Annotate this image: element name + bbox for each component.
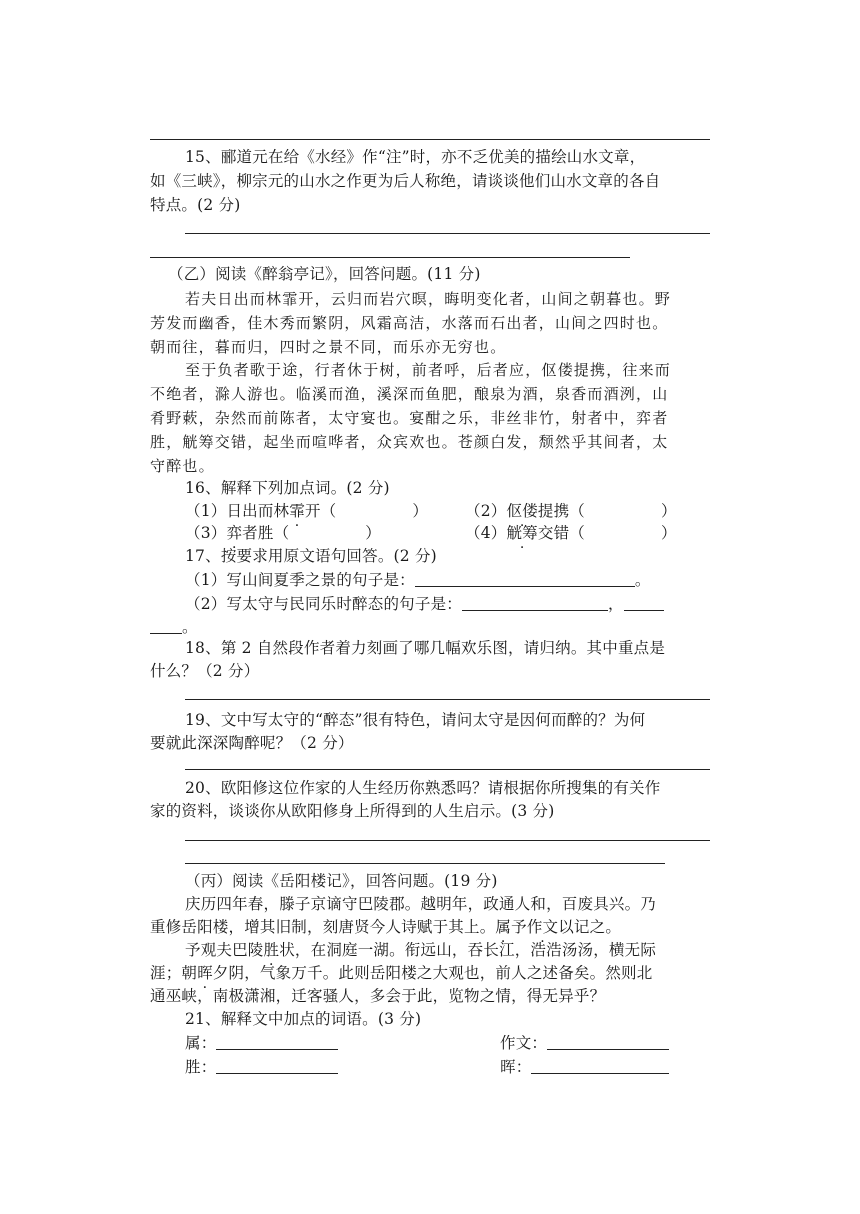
- yi-p2-line-1: 至于负者歌于途，行者休于树，前者呼，后者应，伛偻提携，往来而: [185, 361, 672, 379]
- bing-p2-dotted-hui: 晖: [197, 964, 213, 982]
- bing-p1-dotted-zuowen: 作文: [526, 918, 559, 936]
- q16-item-3: [185, 522, 381, 545]
- yi-p1-line-1: 若夫日出而林霏开，云归而岩穴暝，晦明变化者，山间之朝暮也。野: [185, 290, 672, 308]
- bing-p1-line-2: [150, 916, 621, 939]
- q17-title: 17、按要求用原文语句回答。(2 分): [185, 547, 437, 565]
- q21-item-shu: [185, 1032, 338, 1055]
- q20-line-2: 家的资料，谈谈你从欧阳修身上所得到的人生启示。(3 分): [150, 802, 555, 820]
- q17-item-2-blank-2[interactable]: [624, 594, 664, 611]
- q21-item-hui: [500, 1056, 669, 1079]
- bing-p2-line-1: [185, 939, 656, 962]
- q21-item-hui-blank[interactable]: [531, 1057, 669, 1074]
- q17-item-2-blank-3[interactable]: [150, 617, 182, 634]
- yi-p2-line-2: 不绝者，滁人游也。临溪而渔，溪深而鱼肥，酿泉为酒，泉香而酒洌，山: [150, 385, 669, 403]
- yi-p2-line-3: 肴野蔌，杂然而前陈者，太守宴也。宴酣之乐，非丝非竹，射者中，弈者: [150, 409, 669, 427]
- q18-line-2: 什么？（2 分）: [150, 662, 260, 680]
- bing-p1-dotted-shu: 属: [495, 918, 512, 936]
- q16-item-2-post: 提携（: [537, 502, 585, 520]
- bing-p1-line-2-mid: 予: [511, 918, 527, 936]
- q21-item-zuowen-label: 作文：: [500, 1034, 548, 1052]
- q16-item-4-dotted: 觥筹: [506, 524, 538, 542]
- q15-line-1: 15、郦道元在给《水经》作“注”时，亦不乏优美的描绘山水文章，: [185, 148, 646, 166]
- q21-item-shu-label: 属：: [185, 1034, 217, 1052]
- q16-title: 16、解释下列加点词。(2 分): [185, 479, 390, 497]
- q21-item-sheng-blank[interactable]: [216, 1057, 338, 1074]
- yi-p1-line-2: 芳发而幽香，佳木秀而繁阴，风霜高洁，水落而石出者，山间之四时也。: [150, 314, 669, 332]
- q18-line-1: 18、第 2 自然段作者着力刻画了哪几幅欢乐图，请归纳。其中重点是: [185, 639, 666, 657]
- q17-item-2-blank-1[interactable]: [462, 594, 608, 611]
- q18-answer-line[interactable]: [185, 699, 710, 700]
- q21-item-zuowen: [500, 1032, 669, 1055]
- q16-item-3-dotted: 弈: [226, 524, 243, 542]
- q21-item-sheng: [185, 1056, 338, 1079]
- q16-item-4-pre: （4）: [465, 524, 507, 542]
- q16-item-2: [465, 500, 677, 523]
- q17-item-1-end: 。: [634, 571, 651, 589]
- q16-item-4-close: ）: [660, 524, 677, 542]
- q17-item-2-text: （2）写太守与民同乐时醉态的句子是：: [185, 595, 462, 613]
- q16-item-3-post: 者胜（: [242, 524, 290, 542]
- q16-item-3-pre: （3）: [185, 524, 227, 542]
- q17-item-1: [185, 569, 651, 592]
- q17-item-2-end: 。: [182, 618, 198, 636]
- q16-item-1-close: ）: [412, 502, 429, 520]
- bing-p2-line-3: 通巫峡，南极潇湘，迁客骚人，多会于此，览物之情，得无异乎？: [150, 987, 606, 1005]
- q16-item-1: [185, 500, 428, 523]
- q17-item-2-cont: [150, 616, 198, 639]
- q21-item-sheng-label: 胜：: [185, 1058, 217, 1076]
- q20-line-1: 20、欧阳修这位作家的人生经历你熟悉吗？请根据你所搜集的有关作: [185, 779, 661, 797]
- q20-answer-line-1[interactable]: [185, 840, 710, 841]
- bing-p1-line-2-post: 以记之。: [558, 918, 622, 936]
- bing-p2-line-2-pre: 涯；朝: [150, 964, 198, 982]
- bing-heading: （丙）阅读《岳阳楼记》，回答问题。(19 分): [185, 872, 498, 890]
- q16-item-1-post: 开（: [304, 502, 337, 520]
- q21-item-shu-blank[interactable]: [216, 1033, 338, 1050]
- q17-item-1-text: （1）写山间夏季之景的句子是：: [185, 571, 415, 589]
- q15-line-3: 特点。(2 分): [150, 196, 241, 214]
- q15-line-2: 如《三峡》，柳宗元的山水之作更为后人称绝，请谈谈他们山水文章的各自: [150, 172, 661, 190]
- q19-answer-line[interactable]: [185, 769, 710, 770]
- q20-answer-line-2[interactable]: [185, 863, 665, 864]
- q21-item-zuowen-blank[interactable]: [547, 1033, 669, 1050]
- yi-p1-line-3: 朝而往，暮而归，四时之景不同，而乐亦无穷也。: [150, 338, 507, 356]
- top-rule: [150, 139, 710, 140]
- q16-item-1-pre: （1）日出而林: [185, 502, 290, 520]
- yi-heading: （乙）阅读《醉翁亭记》，回答问题。(11 分): [168, 265, 481, 283]
- bing-p2-line-1-pre: 予观夫巴陵: [185, 941, 264, 959]
- bing-p2-line-2-post: 夕阴，气象万千。此则岳阳楼之大观也，前人之述备矣。然则北: [212, 964, 653, 982]
- bing-p2-dotted-sheng: 胜: [263, 941, 280, 959]
- q19-line-2: 要就此深深陶醉呢？（2 分）: [150, 734, 354, 752]
- bing-p2-line-2: [150, 962, 652, 985]
- q15-answer-line-2[interactable]: [150, 257, 630, 258]
- q16-item-2-dotted: 伛偻: [506, 502, 538, 520]
- bing-p2-line-1-post: 状，在洞庭一湖。衔远山，吞长江，浩浩汤汤，横无际: [279, 941, 657, 959]
- yi-p2-line-4: 胜，觥筹交错，起坐而喧哗者，众宾欢也。苍颜白发，颓然乎其间者，太: [150, 433, 669, 451]
- q17-item-2: [185, 593, 664, 616]
- q17-item-1-blank[interactable]: [415, 570, 635, 587]
- bing-p1-line-2-pre: 重修岳阳楼，增其旧制，刻唐贤今人诗赋于其上。: [150, 918, 496, 936]
- q16-item-2-pre: （2）: [465, 502, 507, 520]
- q21-title: 21、解释文中加点的词语。(3 分): [185, 1010, 422, 1028]
- yi-p2-line-5: 守醉也。: [150, 457, 215, 475]
- q16-item-3-close: ）: [365, 524, 381, 542]
- bing-p1-line-1: 庆历四年春，滕子京谪守巴陵郡。越明年，政通人和，百废具兴。乃: [185, 895, 657, 913]
- q16-item-1-dotted: 霏: [289, 502, 305, 520]
- q16-item-4-post: 交错（: [537, 524, 585, 542]
- q19-line-1: 19、文中写太守的“醉态”很有特色，请问太守是因何而醉的？为何: [185, 711, 646, 729]
- q16-item-2-close: ）: [660, 502, 677, 520]
- q16-item-4: [465, 522, 677, 545]
- q21-item-hui-label: 晖：: [500, 1058, 532, 1076]
- q17-item-2-comma: ，: [607, 595, 624, 613]
- q15-answer-line-1[interactable]: [185, 233, 710, 234]
